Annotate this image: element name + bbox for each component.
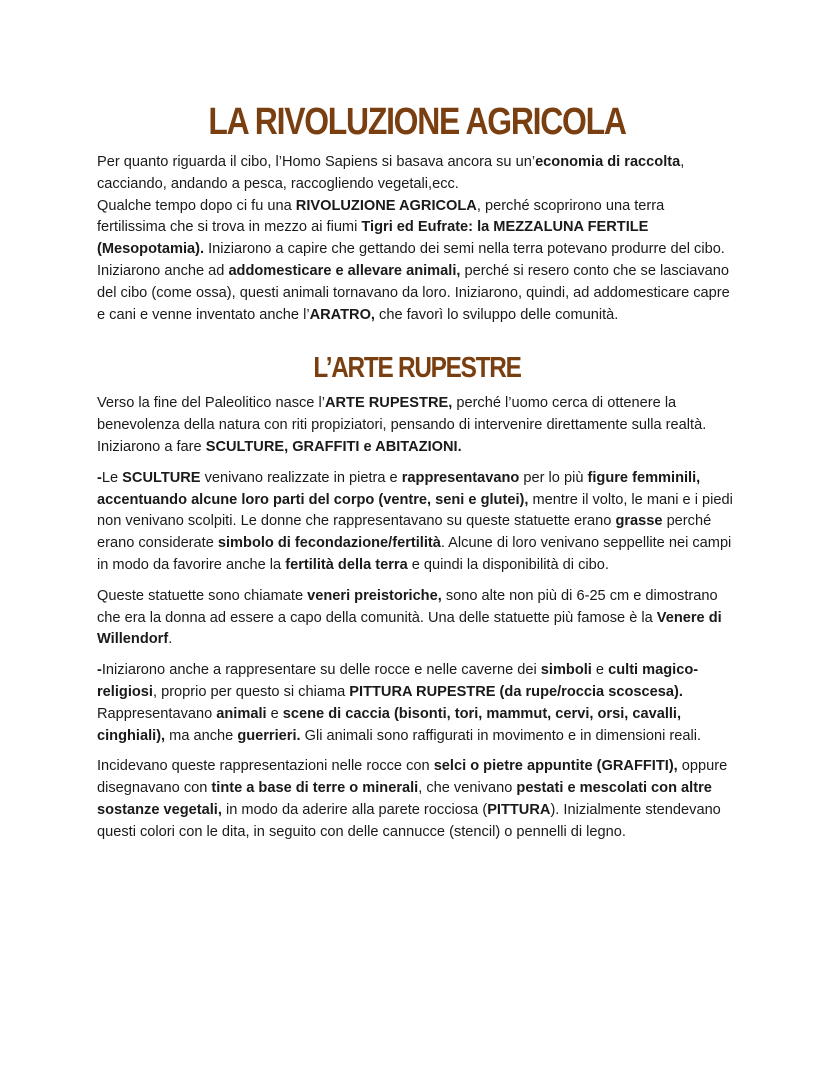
paragraph-pittura [97, 660, 737, 747]
text-run: perché erano considerate [97, 513, 712, 552]
text-run: Verso la fine del Paleolitico nasce l’ [97, 395, 325, 412]
bold-text: economia di raccolta [535, 154, 681, 170]
text-run: oppure disegnavano con [97, 758, 728, 797]
text-run: venivano realizzate in pietra e [200, 469, 402, 486]
bold-text: animali [216, 705, 267, 722]
bold-text: scene di caccia (bisonti, tori, mammut, cervi, orsi, cavalli, cinghiali), [97, 705, 682, 744]
text-run: Per quanto riguarda il cibo, l’Homo Sapiens si basava ancora su un’ [97, 154, 536, 170]
text-run: Queste statuette sono chiamate [97, 587, 308, 604]
text-run: , perché scoprirono una terra fertilissima che si trova in mezzo ai fiumi [97, 197, 665, 236]
text-run: sono alte non più di 6-25 cm e dimostrano che era la donna ad essere a capo della comunità. Una delle statuette più famose è la [97, 587, 718, 626]
text-run: . [168, 631, 173, 648]
text-run: Qualche tempo dopo ci fu una [97, 197, 296, 214]
section-body [97, 393, 737, 843]
bold-text: ARATRO, [309, 306, 375, 323]
text-run: , cacciando, andando a pesca, raccogliendo vegetali,ecc. [97, 154, 685, 192]
paragraph-graffiti [97, 756, 737, 843]
bold-text: guerrieri. [237, 727, 301, 744]
text-run: che favorì lo sviluppo delle comunità. [374, 306, 619, 323]
bold-text: PITTURA RUPESTRE (da rupe/roccia scoscesa). [349, 683, 683, 700]
intro-paragraph [97, 152, 737, 326]
bold-text: simboli [540, 662, 592, 679]
text-run: , che venivano [418, 780, 517, 797]
bold-text: figure femminili, accentuando alcune loro parti del corpo (ventre, seni e glutei), [97, 469, 701, 508]
bold-text: veneri preistoriche, [307, 587, 442, 604]
text-run: per lo più [519, 469, 588, 486]
page-title: LA RIVOLUZIONE AGRICOLA [208, 101, 626, 143]
bold-text: tinte a base di terre o minerali [211, 780, 419, 797]
bold-text: - [97, 469, 102, 486]
bold-text: addomesticare e allevare animali, [228, 262, 461, 279]
bold-text: - [97, 662, 102, 679]
bold-text: grasse [615, 513, 663, 530]
bold-text: ARTE RUPESTRE, [324, 395, 453, 412]
text-run: in modo da aderire alla parete rocciosa ( [221, 801, 488, 818]
text-run: Rappresentavano [97, 705, 217, 722]
text-run: Gli animali sono raffigurati in movimento e in dimensioni reali. [300, 727, 702, 744]
text-run: . Alcune di loro venivano seppellite nei campi in modo da favorire anche la [97, 535, 732, 573]
bold-text: rappresentavano [401, 469, 520, 486]
bold-text: Venere di Willendorf [97, 609, 722, 648]
bold-text: RIVOLUZIONE AGRICOLA [295, 197, 477, 214]
text-run: Iniziarono a capire che gettando dei semi nella terra potevano produrre del cibo. Iniziarono anche ad [97, 241, 725, 279]
text-run: e [591, 662, 609, 679]
bold-text: SCULTURE [122, 469, 201, 486]
bold-text: simbolo di fecondazione/fertilità [217, 535, 441, 552]
bold-text: culti magico-religiosi [97, 662, 699, 700]
section-title: L’ARTE RUPESTRE [313, 352, 521, 385]
text-run: , proprio per questo si chiama [152, 683, 350, 700]
paragraph-arte-rupestre [97, 393, 737, 458]
bold-text: SCULTURE, GRAFFITI e ABITAZIONI. [205, 438, 462, 455]
bold-text: fertilità della terra [285, 556, 408, 573]
text-run: mentre il volto, le mani e i piedi non venivano scolpiti. Le donne che rappresentavano su queste statuette erano [97, 491, 733, 530]
paragraph-veneri [97, 586, 737, 651]
bold-text: pestati e mescolati con altre sostanze vegetali, [97, 780, 712, 818]
text-run: ). Inizialmente stendevano questi colori con le dita, in seguito con delle cannucce (stencil) o pennelli di legno. [97, 801, 721, 840]
bold-text: PITTURA [487, 801, 551, 818]
bold-text: selci o pietre appuntite (GRAFFITI), [433, 758, 678, 775]
text-run: ma anche [165, 727, 238, 744]
text-run: perché si resero conto che se lasciavano del cibo (come ossa), questi animali tornavano da loro. Iniziarono, quindi, ad addomesticare capre e cani e venne inventato anche l’ [97, 262, 730, 323]
text-run: e [266, 705, 283, 722]
text-run: e quindi la disponibilità di cibo. [407, 556, 609, 573]
document-page [97, 96, 737, 844]
text-run: Iniziarono anche a rappresentare su delle rocce e nelle caverne dei [101, 662, 541, 679]
bold-text: Tigri ed Eufrate: la MEZZALUNA FERTILE (Mesopotamia). [97, 219, 649, 258]
text-run: perché l’uomo cerca di ottenere la benevolenza della natura con riti propiziatori, pensando di intervenire direttamente sulla realtà. Iniziarono a fare [97, 395, 707, 455]
text-run: Incidevano queste rappresentazioni nelle rocce con [97, 758, 434, 775]
text-run: Le [101, 469, 123, 486]
paragraph-sculture [97, 468, 737, 577]
